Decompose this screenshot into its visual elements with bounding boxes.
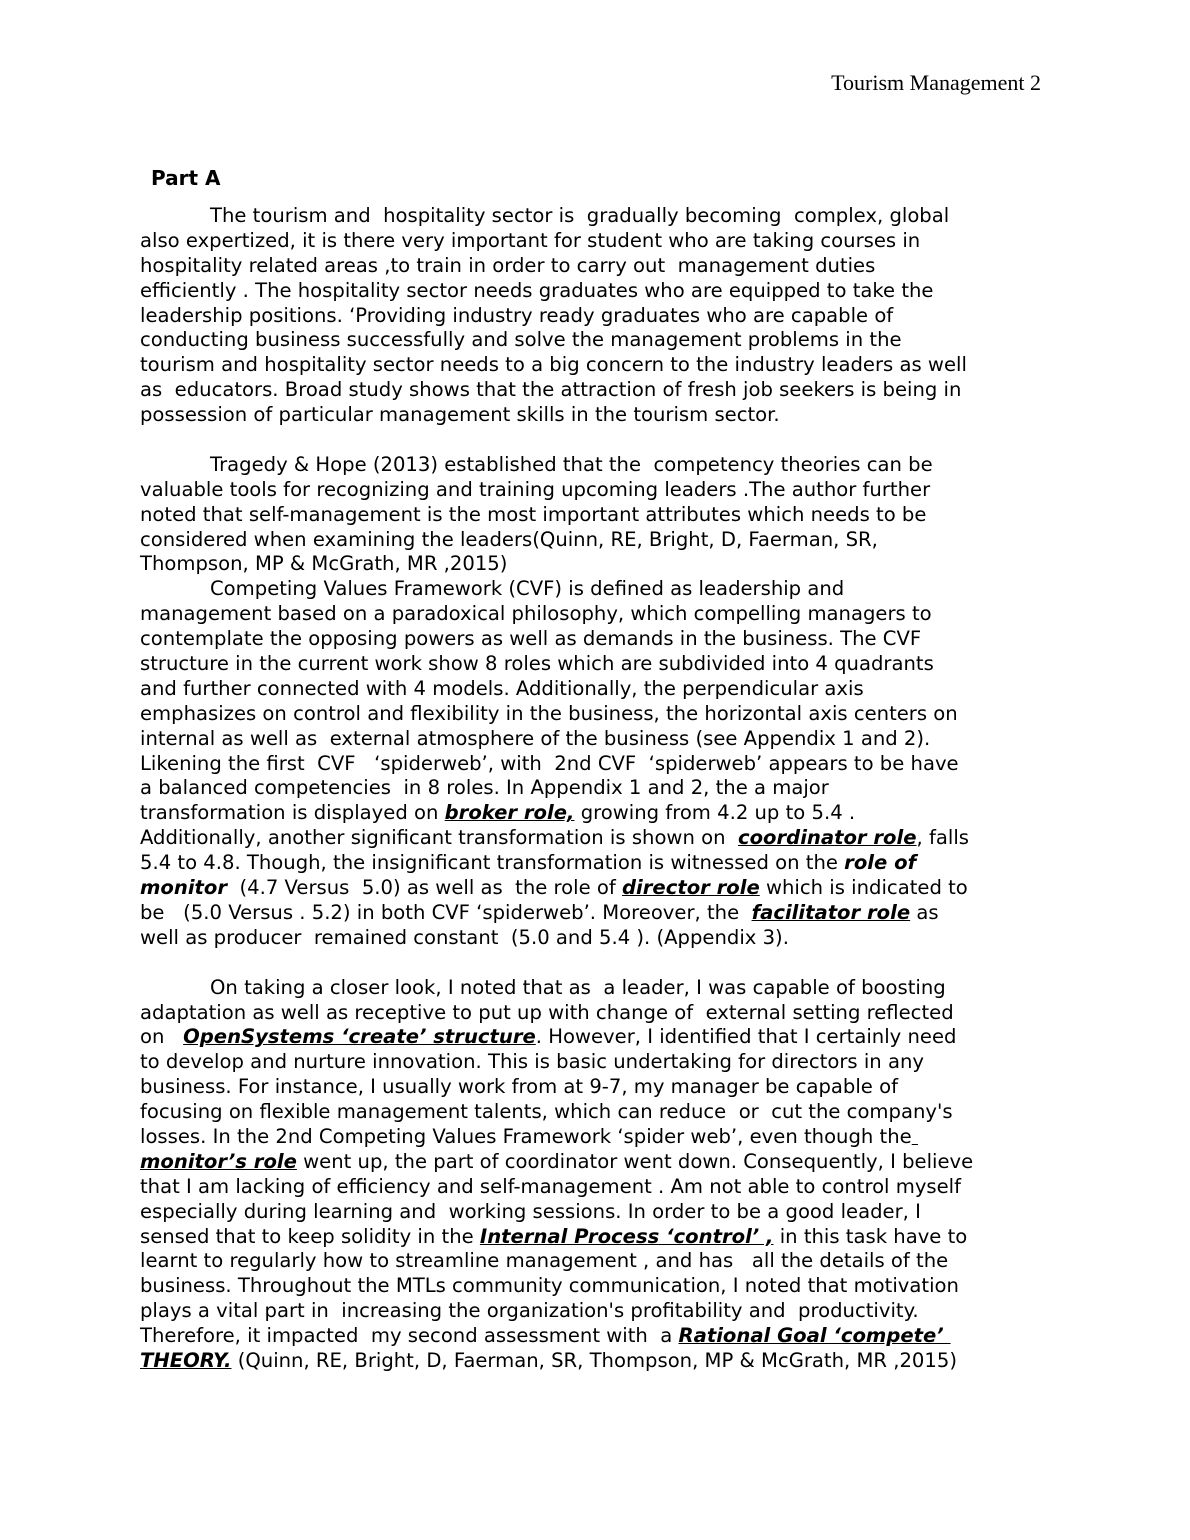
text-line: and further connected with 4 models. Additionally, the perpendicular axis xyxy=(140,676,864,700)
running-header: Tourism Management 2 xyxy=(831,70,1041,95)
text-line: On taking a closer look, I noted that as a leader, I was capable of boosting xyxy=(210,975,946,999)
document-body xyxy=(140,204,1060,1374)
paragraph-2 xyxy=(140,453,1060,577)
emphasis-director-role: director role xyxy=(622,876,760,900)
emphasis-coordinator-role: coordinator role xyxy=(737,826,917,850)
text-line: internal as well as external atmosphere of the business (see Appendix 1 and 2). xyxy=(140,726,931,750)
text-line: tourism and hospitality sector needs to a big concern to the industry leaders as well xyxy=(140,353,967,377)
text-line: sensed that to keep solidity in the Internal Process ‘control’ , in this task have to xyxy=(140,1224,968,1248)
text-line: be (5.0 Versus . 5.2) in both CVF ‘spiderweb’. Moreover, the facilitator role as xyxy=(140,900,939,924)
text-line: THEORY. (Quinn, RE, Bright, D, Faerman, SR, Thompson, MP & McGrath, MR ,2015) xyxy=(140,1348,957,1372)
text-line: noted that self-management is the most important attributes which needs to be xyxy=(140,502,927,526)
text-line: emphasizes on control and flexibility in the business, the horizontal axis centers on xyxy=(140,701,958,725)
paragraph-3 xyxy=(140,577,1060,950)
paragraph-4 xyxy=(140,976,1060,1374)
emphasis-facilitator-role: facilitator role xyxy=(751,900,911,924)
text-line: considered when examining the leaders(Quinn, RE, Bright, D, Faerman, SR, xyxy=(140,527,878,551)
text-line: adaptation as well as receptive to put up with change of external setting reflected xyxy=(140,1000,954,1024)
text-line: efficiently . The hospitality sector needs graduates who are equipped to take the xyxy=(140,278,934,302)
section-heading: Part A xyxy=(151,166,221,190)
text-line: a balanced competencies in 8 roles. In Appendix 1 and 2, the a major xyxy=(140,776,829,800)
text-line: Therefore, it impacted my second assessment with a Rational Goal ‘compete’ xyxy=(140,1324,951,1348)
text-line: contemplate the opposing powers as well as demands in the business. The CVF xyxy=(140,627,922,651)
text-line: Tragedy & Hope (2013) established that the competency theories can be xyxy=(210,452,933,476)
emphasis-broker-role: broker role, xyxy=(444,801,575,825)
text-line: 5.4 to 4.8. Though, the insignificant transformation is witnessed on the role of xyxy=(140,851,917,875)
text-line: well as producer remained constant (5.0 and 5.4 ). (Appendix 3). xyxy=(140,925,789,949)
emphasis-theory: THEORY. xyxy=(140,1348,232,1372)
text-line: Additionally, another significant transformation is shown on coordinator role, falls xyxy=(140,826,969,850)
paragraph-1 xyxy=(140,204,1060,428)
text-line: learnt to regularly how to streamline management , and has all the details of the xyxy=(140,1249,949,1273)
emphasis-monitors-role: monitor’s role xyxy=(140,1149,297,1173)
text-line: that I am lacking of efficiency and self-management . Am not able to control myself xyxy=(140,1174,962,1198)
text-line: management based on a paradoxical philosophy, which compelling managers to xyxy=(140,602,932,626)
text-line: as educators. Broad study shows that the attraction of fresh job seekers is being in xyxy=(140,378,962,402)
text-line: also expertized, it is there very important for student who are taking courses in xyxy=(140,228,921,252)
text-line: especially during learning and working sessions. In order to be a good leader, I xyxy=(140,1199,921,1223)
text-line: losses. In the 2nd Competing Values Framework ‘spider web’, even though the xyxy=(140,1124,912,1148)
text-line: structure in the current work show 8 roles which are subdivided into 4 quadrants xyxy=(140,652,934,676)
emphasis-monitor: monitor xyxy=(140,876,228,900)
emphasis-opensystems: OpenSystems ‘create’ structure xyxy=(183,1025,536,1049)
text-line: hospitality related areas ,to train in order to carry out management duties xyxy=(140,253,876,277)
text-line: possession of particular management skills in the tourism sector. xyxy=(140,403,780,427)
text-line: Competing Values Framework (CVF) is defined as leadership and xyxy=(210,577,845,601)
text-line: plays a vital part in increasing the organization's profitability and productivity. xyxy=(140,1299,919,1323)
text-line: to develop and nurture innovation. This is basic undertaking for directors in any xyxy=(140,1050,924,1074)
text-line: conducting business successfully and solve the management problems in the xyxy=(140,328,902,352)
text-line: transformation is displayed on broker role, growing from 4.2 up to 5.4 . xyxy=(140,801,856,825)
text-line: focusing on flexible management talents, which can reduce or cut the company's xyxy=(140,1100,953,1124)
text-line: monitor (4.7 Versus 5.0) as well as the role of director role which is indicated to xyxy=(140,876,968,900)
text-line: valuable tools for recognizing and training upcoming leaders .The author further xyxy=(140,477,931,501)
text-line: business. For instance, I usually work from at 9-7, my manager be capable of xyxy=(140,1075,898,1099)
emphasis-role-of: role of xyxy=(844,851,917,875)
text-line: monitor’s role went up, the part of coordinator went down. Consequently, I believe xyxy=(140,1149,974,1173)
text-line: Thompson, MP & McGrath, MR ,2015) xyxy=(140,552,508,576)
text-line: business. Throughout the MTLs community communication, I noted that motivation xyxy=(140,1274,959,1298)
text-line: The tourism and hospitality sector is gradually becoming complex, global xyxy=(210,204,950,227)
emphasis-internal-process: Internal Process ‘control’ , xyxy=(479,1224,774,1248)
emphasis-rational-goal: Rational Goal ‘compete’ xyxy=(678,1324,951,1348)
text-line: on OpenSystems ‘create’ structure. However, I identified that I certainly need xyxy=(140,1025,957,1049)
text-line: leadership positions. ‘Providing industry ready graduates who are capable of xyxy=(140,303,894,327)
text-line: Likening the first CVF ‘spiderweb’, with 2nd CVF ‘spiderweb’ appears to be have xyxy=(140,751,959,775)
